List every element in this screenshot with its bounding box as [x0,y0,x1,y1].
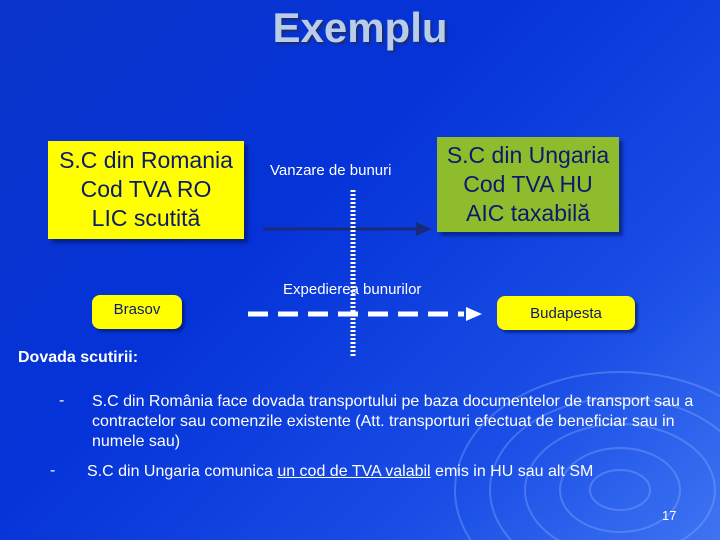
origin-city-badge: Brasov [92,295,182,329]
bullet-dash: - [50,462,56,479]
sale-label: Vanzare de bunuri [270,162,392,179]
shipment-arrow-head [466,307,482,321]
bullet-dash: - [59,392,65,409]
proof-item-2 [87,462,717,482]
shipment-label: Expedierea bunurilor [283,281,422,298]
seller-line-1: S.C din Romania [59,147,233,173]
proof-item-2-prefix: S.C din Ungaria comunica [87,463,278,480]
buyer-line-1: S.C din Ungaria [446,142,610,168]
buyer-line-3: AIC taxabilă [465,200,590,226]
proof-item-1: S.C din România face dovada transportului pe baza documentelor de transport sau a contractelor sau comenzile existente (Att. transporturi efectuat de beneficiar sau in numele sau) [92,393,694,450]
seller-line-2: Cod TVA RO [80,176,212,202]
buyer-line-2: Cod TVA HU [463,171,593,197]
sale-arrow-head [416,222,432,236]
seller-line-3: LIC scutită [91,205,201,231]
slide-title: Exemplu [272,4,448,51]
proof-heading: Dovada scutirii: [18,349,139,366]
proof-item-2-underlined: un cod de TVA valabil [277,463,431,480]
proof-item-2-suffix: emis in HU sau alt SM [430,463,594,480]
page-number: 17 [662,508,677,523]
destination-city-badge: Budapesta [497,296,635,330]
